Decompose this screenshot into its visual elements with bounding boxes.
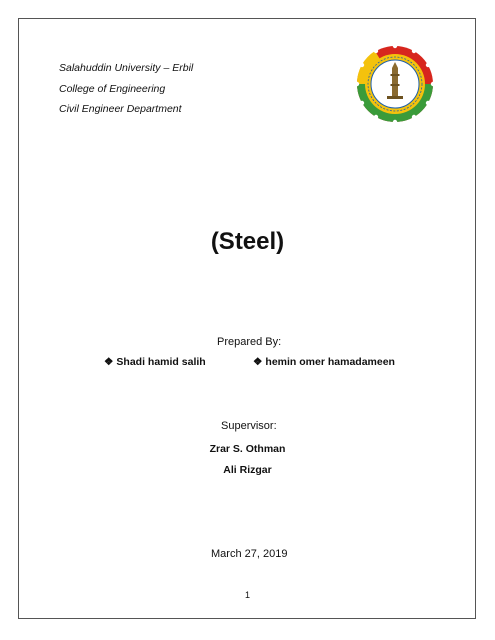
author-item — [253, 356, 395, 368]
diamond-bullet-icon: ❖ — [253, 356, 263, 368]
supervisor-name: Zrar S. Othman — [209, 443, 286, 455]
university-seal-icon — [355, 44, 435, 124]
department-name: Civil Engineer Department — [59, 103, 182, 115]
author-name: Shadi hamid salih — [116, 356, 206, 368]
document-date: March 27, 2019 — [211, 548, 288, 560]
author-name: hemin omer hamadameen — [265, 356, 395, 368]
supervisor-name: Ali Rizgar — [223, 464, 272, 476]
supervisor-label: Supervisor: — [221, 420, 277, 432]
prepared-by-label: Prepared By: — [217, 336, 282, 348]
document-title: (Steel) — [210, 228, 285, 255]
university-name: Salahuddin University – Erbil — [59, 62, 194, 74]
header-block — [59, 58, 193, 120]
author-item — [104, 356, 206, 368]
page-number: 1 — [244, 590, 250, 600]
diamond-bullet-icon: ❖ — [104, 356, 114, 368]
college-name: College of Engineering — [59, 82, 166, 95]
